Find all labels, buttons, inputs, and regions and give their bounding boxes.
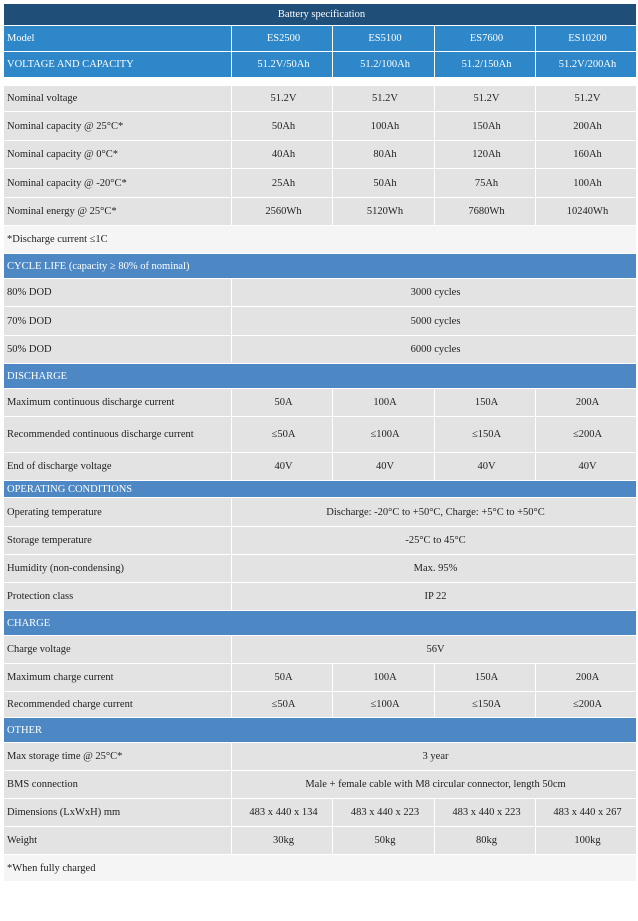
discharge-title: DISCHARGE (4, 364, 637, 389)
cell-value: Male + female cable with M8 circular connector, length 50cm (232, 771, 637, 799)
cell-value: 10240Wh (536, 198, 637, 226)
table-row (4, 743, 637, 771)
row-label: End of discharge voltage (4, 453, 232, 481)
cell-value: ≤100A (333, 692, 435, 718)
cell-value: 483 x 440 x 267 (536, 799, 637, 827)
cell-value: 200A (536, 664, 637, 692)
charged-note-row (4, 855, 637, 882)
cell-value: 56V (232, 636, 637, 664)
cell-value: 120Ah (435, 141, 536, 169)
cell-value: ≤200A (536, 417, 637, 453)
cell-value: 100Ah (333, 112, 435, 141)
row-label: Storage temperature (4, 527, 232, 555)
cycle-life-header (4, 254, 637, 279)
cell-value: 200Ah (536, 112, 637, 141)
table-row (4, 527, 637, 555)
cell-value: ≤100A (333, 417, 435, 453)
row-label: Nominal capacity @ 0°C* (4, 141, 232, 169)
cell-value: 51.2V (333, 86, 435, 112)
cell-value: 51.2V (435, 86, 536, 112)
cell-value: 40Ah (232, 141, 333, 169)
voltage-capacity-label: VOLTAGE AND CAPACITY (4, 52, 232, 78)
model-es5100: ES5100 (333, 26, 435, 52)
table-row (4, 636, 637, 664)
cell-value: 40V (333, 453, 435, 481)
table-row (4, 827, 637, 855)
cell-value: 200A (536, 389, 637, 417)
table-row (4, 307, 637, 336)
row-label: Maximum charge current (4, 664, 232, 692)
row-label: Recommended charge current (4, 692, 232, 718)
charge-title: CHARGE (4, 611, 637, 636)
cell-value: 100kg (536, 827, 637, 855)
cell-value: ≤50A (232, 417, 333, 453)
cell-value: 2560Wh (232, 198, 333, 226)
discharge-header (4, 364, 637, 389)
cell-value: 100A (333, 664, 435, 692)
table-row (4, 555, 637, 583)
cell-value: 150Ah (435, 112, 536, 141)
table-row (4, 279, 637, 307)
voltage-capacity-header (4, 52, 637, 78)
cell-value: 483 x 440 x 223 (435, 799, 536, 827)
cell-value: 75Ah (435, 169, 536, 198)
battery-spec-table (3, 3, 637, 882)
table-row (4, 112, 637, 141)
table-row (4, 169, 637, 198)
vc-value: 51.2/100Ah (333, 52, 435, 78)
cell-value: 6000 cycles (232, 336, 637, 364)
charged-note: *When fully charged (4, 855, 637, 882)
row-label: Nominal energy @ 25°C* (4, 198, 232, 226)
cell-value: ≤50A (232, 692, 333, 718)
cell-value: 80kg (435, 827, 536, 855)
operating-header (4, 481, 637, 498)
cell-value: 5000 cycles (232, 307, 637, 336)
operating-title: OPERATING CONDITIONS (4, 481, 637, 498)
vc-value: 51.2V/50Ah (232, 52, 333, 78)
row-label: Recommended continuous discharge current (4, 417, 232, 453)
row-label: 80% DOD (4, 279, 232, 307)
table-row (4, 692, 637, 718)
cell-value: 7680Wh (435, 198, 536, 226)
cell-value: 483 x 440 x 223 (333, 799, 435, 827)
table-row (4, 453, 637, 481)
row-label: Weight (4, 827, 232, 855)
table-row (4, 664, 637, 692)
cell-value: 40V (232, 453, 333, 481)
cell-value: 160Ah (536, 141, 637, 169)
cell-value: IP 22 (232, 583, 637, 611)
row-label: BMS connection (4, 771, 232, 799)
cell-value: -25°C to 45°C (232, 527, 637, 555)
model-es10200: ES10200 (536, 26, 637, 52)
table-title: Battery specification (4, 4, 637, 26)
row-label: Dimensions (LxWxH) mm (4, 799, 232, 827)
table-row (4, 799, 637, 827)
table-title-row (4, 4, 637, 26)
cell-value: 100Ah (536, 169, 637, 198)
vc-value: 51.2/150Ah (435, 52, 536, 78)
table-row (4, 498, 637, 527)
row-label: Protection class (4, 583, 232, 611)
table-row (4, 198, 637, 226)
table-row (4, 583, 637, 611)
cell-value: ≤150A (435, 417, 536, 453)
cell-value: 50Ah (232, 112, 333, 141)
row-label: Operating temperature (4, 498, 232, 527)
cell-value: ≤200A (536, 692, 637, 718)
cell-value: 30kg (232, 827, 333, 855)
table-row (4, 389, 637, 417)
cell-value: 483 x 440 x 134 (232, 799, 333, 827)
cell-value: Discharge: -20°C to +50°C, Charge: +5°C to +50°C (232, 498, 637, 527)
cell-value: 50kg (333, 827, 435, 855)
row-label: Nominal voltage (4, 86, 232, 112)
cell-value: 150A (435, 664, 536, 692)
table-row (4, 771, 637, 799)
row-label: 50% DOD (4, 336, 232, 364)
table-row (4, 86, 637, 112)
cell-value: 51.2V (232, 86, 333, 112)
model-row (4, 26, 637, 52)
row-label: Maximum continuous discharge current (4, 389, 232, 417)
table-row (4, 417, 637, 453)
model-label: Model (4, 26, 232, 52)
cell-value: 25Ah (232, 169, 333, 198)
cell-value: 50Ah (333, 169, 435, 198)
model-es2500: ES2500 (232, 26, 333, 52)
cell-value: 50A (232, 389, 333, 417)
cell-value: 40V (536, 453, 637, 481)
table-row (4, 336, 637, 364)
vc-value: 51.2V/200Ah (536, 52, 637, 78)
charge-header (4, 611, 637, 636)
row-label: Max storage time @ 25°C* (4, 743, 232, 771)
table-row (4, 141, 637, 169)
cycle-life-title: CYCLE LIFE (capacity ≥ 80% of nominal) (4, 254, 637, 279)
cell-value: Max. 95% (232, 555, 637, 583)
cell-value: 51.2V (536, 86, 637, 112)
model-es7600: ES7600 (435, 26, 536, 52)
other-header (4, 718, 637, 743)
row-label: 70% DOD (4, 307, 232, 336)
cell-value: 3 year (232, 743, 637, 771)
cell-value: 80Ah (333, 141, 435, 169)
discharge-note-row (4, 226, 637, 254)
cell-value: 40V (435, 453, 536, 481)
other-title: OTHER (4, 718, 637, 743)
row-label: Nominal capacity @ 25°C* (4, 112, 232, 141)
cell-value: ≤150A (435, 692, 536, 718)
row-label: Nominal capacity @ -20°C* (4, 169, 232, 198)
cell-value: 150A (435, 389, 536, 417)
cell-value: 3000 cycles (232, 279, 637, 307)
cell-value: 100A (333, 389, 435, 417)
row-label: Charge voltage (4, 636, 232, 664)
discharge-note: *Discharge current ≤1C (4, 226, 637, 254)
cell-value: 50A (232, 664, 333, 692)
row-label: Humidity (non-condensing) (4, 555, 232, 583)
cell-value: 5120Wh (333, 198, 435, 226)
